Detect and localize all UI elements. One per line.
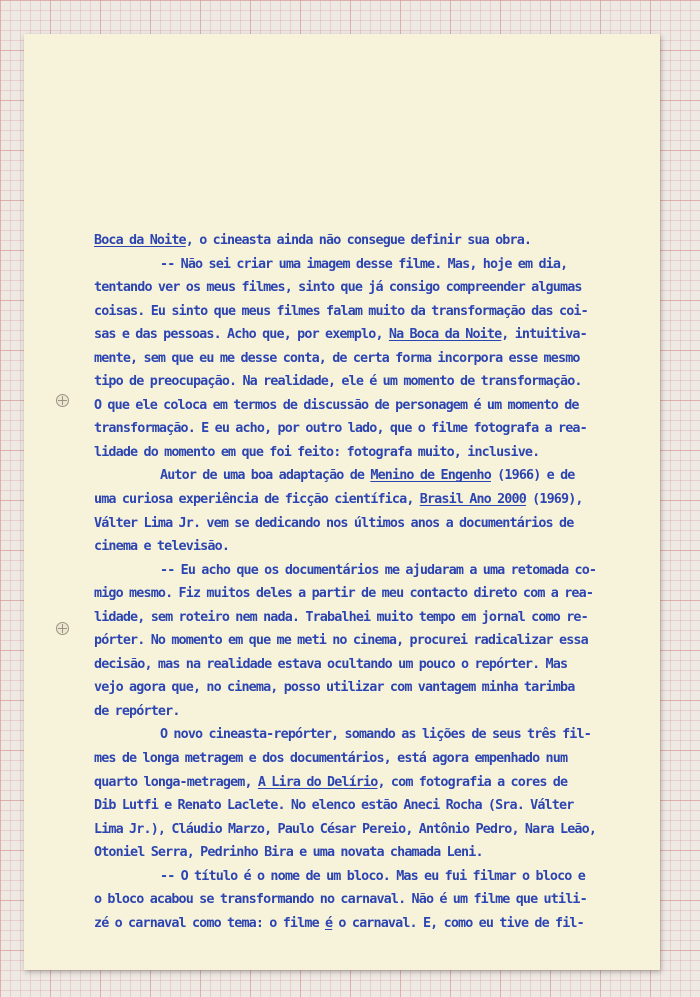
text-run: , intuitiva- [501, 327, 587, 343]
punch-hole-mark [56, 622, 69, 635]
text-run: Lima Jr.), Cláudio Marzo, Paulo César Pereio, Antônio Pedro, Nara Leão, [94, 821, 597, 837]
text-run: Válter Lima Jr. vem se dedicando nos últimos anos a documentários de [94, 515, 574, 531]
text-line [94, 512, 618, 536]
text-run: mes de longa metragem e dos documentários, está agora empenhado num [94, 751, 568, 767]
text-run: Dib Lutfi e Renato Laclete. No elenco estão Aneci Rocha (Sra. Válter [94, 798, 574, 814]
text-line [94, 347, 618, 371]
underlined-title: Boca da Noite [94, 233, 186, 248]
text-line [94, 794, 618, 818]
text-line [94, 653, 618, 677]
text-line [94, 229, 618, 253]
text-line [94, 888, 618, 912]
text-line [94, 582, 618, 606]
text-run: transformação. E eu acho, por outro lado, que o filme fotografa a rea- [94, 421, 587, 437]
text-line [94, 535, 618, 559]
paragraph [94, 229, 618, 253]
text-run: Autor de uma boa adaptação de [160, 468, 371, 484]
typed-text-body [94, 229, 618, 935]
text-line [94, 417, 618, 441]
text-line [94, 747, 618, 771]
text-run: O que ele coloca em termos de discussão de personagem é um momento de [94, 397, 579, 413]
text-line [94, 818, 618, 842]
text-line [94, 394, 618, 418]
text-line [94, 912, 618, 936]
text-run: -- O título é o nome de um bloco. Mas eu fui filmar o bloco e [160, 868, 585, 884]
text-line [94, 276, 618, 300]
text-run: O novo cineasta-repórter, somando as lições de seus três fil- [160, 727, 591, 743]
text-line [94, 629, 618, 653]
text-line [94, 559, 618, 583]
text-run: vejo agora que, no cinema, posso utilizar com vantagem minha tarimba [94, 680, 575, 696]
text-run: migo mesmo. Fiz muitos deles a partir de meu contacto direto com a rea- [94, 586, 594, 602]
text-run: uma curiosa experiência de ficção científica, [94, 492, 420, 508]
text-line [94, 323, 618, 347]
underlined-title: A Lira do Delírio [257, 774, 378, 790]
text-run: zé o carnaval como tema: o filme [94, 915, 325, 931]
text-run: mente, sem que eu me desse conta, de certa forma incorpora esse mesmo [94, 350, 580, 366]
text-run: -- Não sei criar uma imagem desse filme. Mas, hoje em dia, [160, 256, 568, 272]
paragraph [94, 723, 618, 864]
paragraph [94, 559, 618, 724]
text-line [94, 771, 618, 795]
text-line [94, 370, 618, 394]
paragraph [94, 464, 618, 558]
text-line [94, 606, 618, 630]
text-run: o bloco acabou se transformando no carnaval. Não é um filme que utili- [94, 892, 587, 908]
text-run: Otoniel Serra, Pedrinho Bira e uma novata chamada Leni. [94, 845, 483, 861]
text-run: de repórter. [94, 703, 180, 719]
text-run: coisas. Eu sinto que meus filmes falam muito da transformação das coi- [94, 303, 588, 319]
text-run: (1969), [525, 492, 583, 508]
underlined-title: é [325, 915, 333, 931]
text-run: , o cineasta ainda não consegue definir sua obra. [185, 233, 532, 248]
text-line [94, 300, 618, 324]
text-line [94, 700, 618, 724]
text-run: lidade do momento em que foi feito: fotografa muito, inclusive. [94, 444, 540, 460]
text-line [94, 723, 618, 747]
text-line [94, 865, 618, 889]
paragraph [94, 865, 618, 936]
text-run: decisão, mas na realidade estava ocultando um pouco o repórter. Mas [94, 656, 568, 672]
paragraph [94, 253, 618, 465]
text-line [94, 441, 618, 465]
text-line [94, 841, 618, 865]
underlined-title: Na Boca da Noite [388, 327, 502, 343]
text-run: lidade, sem roteiro nem nada. Trabalhei muito tempo em jornal como re- [94, 609, 588, 625]
text-run: pórter. No momento em que me meti no cinema, procurei radicalizar essa [94, 633, 588, 649]
underlined-title: Brasil Ano 2000 [419, 492, 526, 508]
text-run: tipo de preocupação. Na realidade, ele é um momento de transformação. [94, 374, 582, 390]
text-run: o carnaval. E, como eu tive de fil- [332, 915, 584, 931]
underlined-title: Menino de Engenho [370, 468, 491, 484]
text-line [94, 464, 618, 488]
text-line [94, 676, 618, 700]
text-line [94, 488, 618, 512]
text-line [94, 253, 618, 277]
text-run: cinema e televisão. [94, 539, 230, 555]
text-run: -- Eu acho que os documentários me ajudaram a uma retomada co- [160, 562, 597, 578]
text-run: , com fotografia a cores de [377, 774, 568, 790]
text-run: tentando ver os meus filmes, sinto que já consigo compreender algumas [94, 280, 582, 296]
text-run: quarto longa-metragem, [94, 774, 258, 790]
punch-hole-mark [56, 394, 69, 407]
text-run: (1966) e de [490, 468, 575, 484]
text-run: sas e das pessoas. Acho que, por exemplo, [94, 327, 389, 343]
